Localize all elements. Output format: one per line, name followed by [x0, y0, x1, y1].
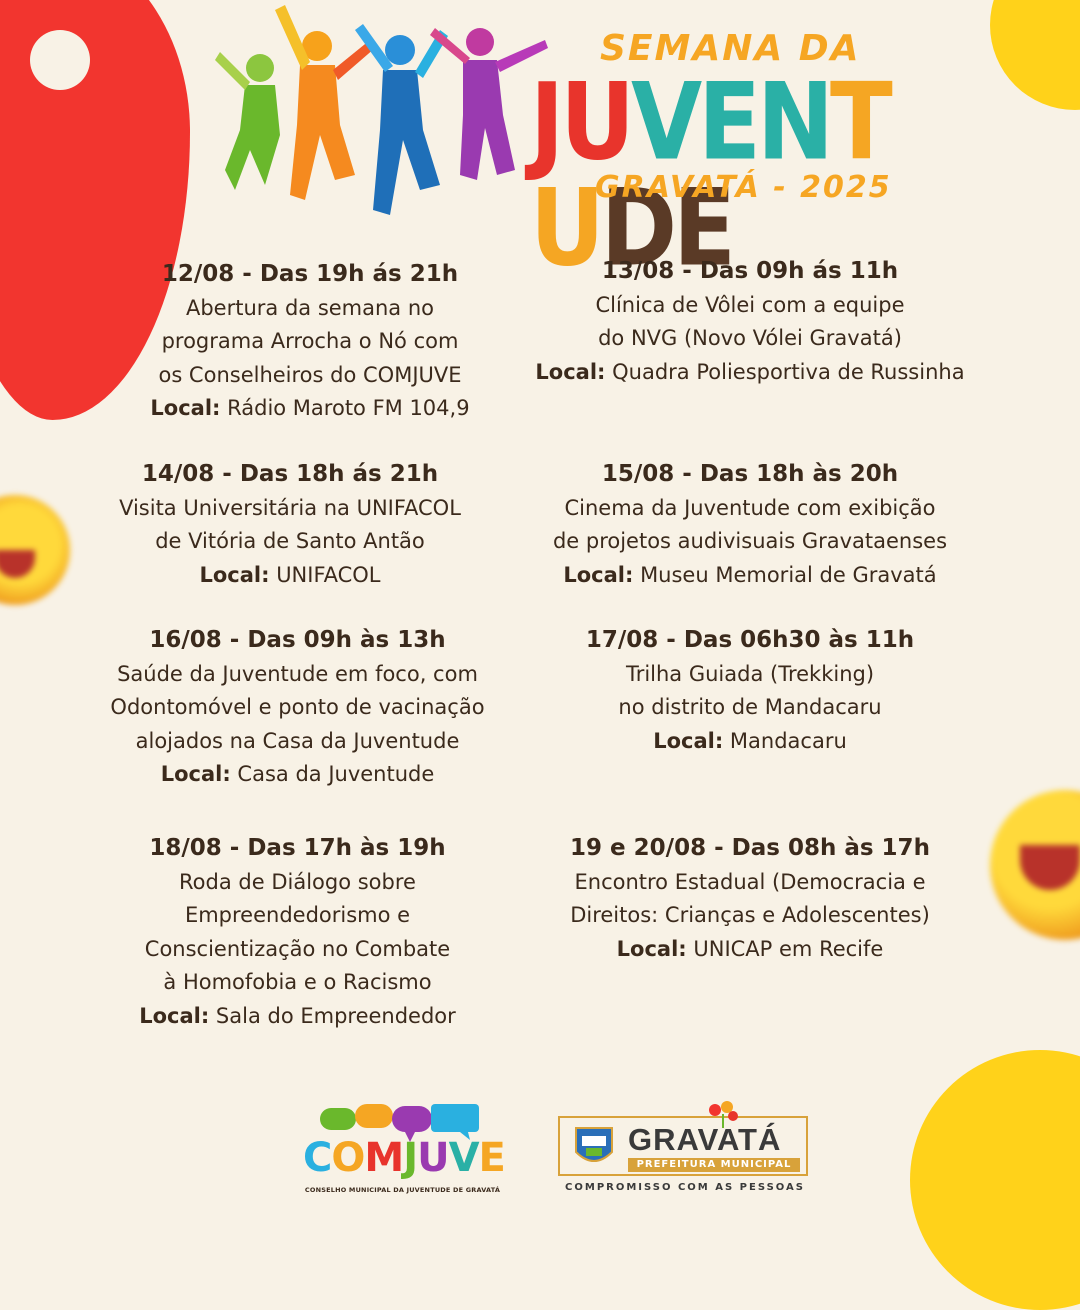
event-date: 17/08 - Das 06h30 às 11h — [585, 627, 915, 653]
event-description-line: Trilha Guiada (Trekking) — [625, 661, 875, 686]
title-letter: V — [630, 60, 699, 184]
event-location — [80, 559, 500, 593]
title-letter: C — [303, 1135, 332, 1181]
event-location-value: Casa da Juventude — [237, 762, 435, 786]
comjuve-wordmark — [303, 1135, 505, 1181]
prefeitura-tagline: COMPROMISSO COM AS PESSOAS — [565, 1182, 805, 1193]
event-date: 12/08 - Das 19h ás 21h — [161, 261, 459, 287]
event-item — [80, 458, 500, 592]
event-description-line: Roda de Diálogo sobre — [179, 869, 416, 894]
event-location-label: Local: — [653, 728, 724, 753]
event-description-line: à Homofobia e o Racismo — [163, 970, 432, 994]
event-item — [120, 258, 500, 426]
event-location-label: Local: — [139, 1003, 210, 1028]
event-location-value: UNICAP em Recife — [693, 936, 884, 961]
title-letter: U — [560, 60, 631, 184]
comjuve-logo — [300, 1100, 505, 1195]
event-location — [80, 758, 515, 792]
event-description-line: Odontomóvel e ponto de vacinação — [110, 695, 485, 719]
event-item — [95, 832, 500, 1033]
event-description-line: Cinema da Juventude com exibição — [564, 495, 936, 520]
event-item — [80, 624, 515, 792]
event-description-line: Conscientização no Combate — [144, 936, 451, 961]
yellow-circle-bottom-right — [910, 1050, 1080, 1310]
event-description-line: Encontro Estadual (Democracia e — [574, 869, 926, 894]
event-description-line: Visita Universitária na UNIFACOL — [119, 495, 461, 520]
event-location-label: Local: — [535, 359, 606, 384]
event-description-line: alojados na Casa da Juventude — [135, 728, 460, 753]
event-description-line: Abertura da semana no — [185, 295, 435, 320]
title-letter: N — [757, 60, 831, 184]
event-location-label: Local: — [160, 762, 231, 786]
title-letter: T — [830, 60, 889, 184]
yellow-circle-top-right — [990, 0, 1080, 110]
event-description-line: Clínica de Vôlei com a equipe — [595, 292, 905, 317]
title-letter: E — [698, 60, 758, 184]
event-location-value: Rádio Maroto FM 104,9 — [227, 396, 470, 420]
event-description-line: Direitos: Crianças e Adolescentes) — [570, 903, 930, 927]
event-date: 13/08 - Das 09h ás 11h — [601, 258, 899, 284]
event-location-value: Quadra Poliesportiva de Russinha — [612, 359, 965, 384]
event-location — [515, 559, 985, 593]
event-location — [120, 392, 500, 426]
event-location-label: Local: — [150, 396, 221, 420]
event-date: 16/08 - Das 09h às 13h — [149, 627, 446, 653]
event-location — [535, 725, 965, 759]
event-description-line: Saúde da Juventude em foco, com — [117, 661, 478, 686]
event-description-line: programa Arrocha o Nó com — [161, 329, 459, 353]
prefeitura-name: GRAVATÁ — [628, 1122, 782, 1157]
title-letter: J — [403, 1135, 418, 1181]
title-letter: M — [364, 1135, 404, 1181]
event-location-value: Mandacaru — [729, 728, 847, 753]
title-letter: E — [478, 1135, 505, 1181]
prefeitura-logo — [558, 1100, 812, 1196]
title-letter: V — [448, 1135, 479, 1181]
jumping-youth-illustration — [205, 0, 555, 225]
event-date: 15/08 - Das 18h às 20h — [601, 461, 899, 487]
event-location-label: Local: — [563, 562, 634, 587]
event-description-line: no distrito de Mandacaru — [618, 695, 882, 719]
title-subtitle: GRAVATÁ - 2025 — [595, 170, 892, 205]
title-letter: U — [530, 166, 601, 290]
comjuve-subtitle: CONSELHO MUNICIPAL DA JUVENTUDE DE GRAVATÁ — [304, 1186, 501, 1194]
red-blob-hole-decoration — [30, 30, 90, 90]
event-location-value: UNIFACOL — [276, 562, 381, 587]
event-date: 19 e 20/08 - Das 08h às 17h — [570, 835, 930, 861]
event-item — [500, 255, 1000, 389]
event-description-line: de projetos audivisuais Gravataenses — [552, 529, 948, 553]
event-location — [95, 1000, 500, 1034]
event-location — [500, 356, 1000, 390]
title-letter: O — [331, 1135, 365, 1181]
event-date: 18/08 - Das 17h às 19h — [149, 835, 446, 861]
event-date: 14/08 - Das 18h ás 21h — [141, 461, 439, 487]
title-letter: D — [600, 166, 674, 290]
event-item — [530, 832, 970, 966]
title-semana-da: SEMANA DA — [600, 28, 861, 69]
laughing-emoji-icon — [990, 790, 1080, 940]
figure-green — [215, 52, 280, 190]
title-letter: J — [530, 60, 561, 184]
title-letter: U — [417, 1135, 449, 1181]
laughing-emoji-icon — [0, 495, 70, 605]
event-location-value: Sala do Empreendedor — [215, 1003, 456, 1028]
event-description-line: os Conselheiros do COMJUVE — [158, 362, 462, 387]
event-location-label: Local: — [616, 936, 687, 961]
event-description-line: de Vitória de Santo Antão — [155, 529, 425, 553]
city-coat-of-arms-icon — [572, 1122, 616, 1172]
event-location-label: Local: — [199, 562, 270, 587]
event-location — [530, 933, 970, 967]
prefeitura-subtitle: PREFEITURA MUNICIPAL — [628, 1158, 800, 1172]
event-description-line: Empreendedorismo e — [184, 903, 411, 927]
event-description-line: do NVG (Novo Vólei Gravatá) — [598, 326, 902, 350]
event-item — [515, 458, 985, 592]
event-location-value: Museu Memorial de Gravatá — [640, 562, 937, 587]
event-item — [535, 624, 965, 758]
title-letter: E — [673, 166, 732, 290]
